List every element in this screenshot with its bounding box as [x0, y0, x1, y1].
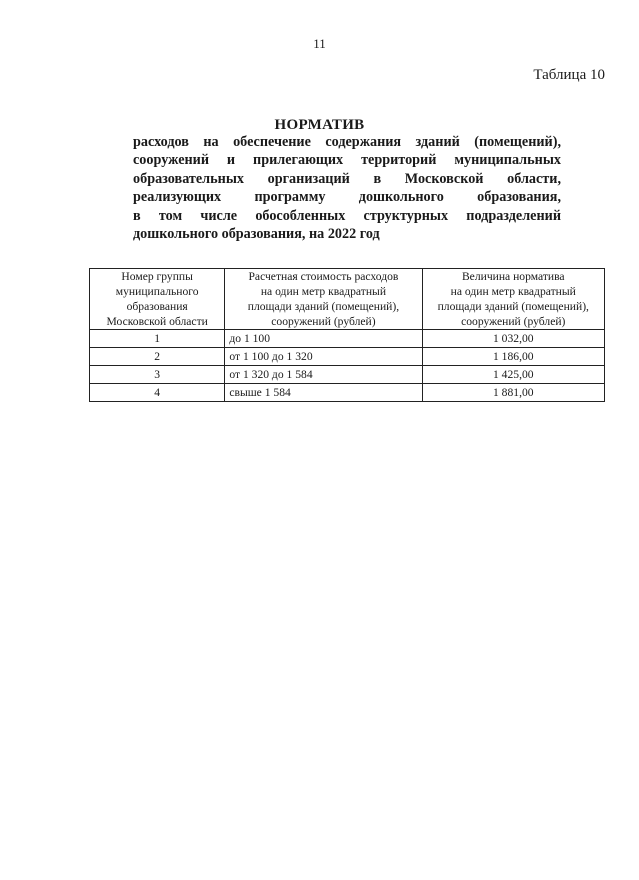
cell-cost: до 1 100: [225, 330, 422, 348]
cell-norm: 1 186,00: [422, 348, 604, 366]
cell-group: 4: [90, 384, 225, 402]
norm-table: [89, 268, 605, 402]
page-number: 11: [313, 36, 326, 51]
subtitle-line: образовательных организаций в Московской области,: [133, 170, 561, 187]
table-row: [90, 348, 605, 366]
subtitle-line: в том числе обособленных структурных подразделений: [133, 207, 561, 224]
cell-norm: 1 032,00: [422, 330, 604, 348]
header-estimated-cost: Расчетная стоимость расходов на один метр квадратный площади зданий (помещений), сооружений (рублей): [225, 269, 422, 330]
subtitle-line: реализующих программу дошкольного образования,: [133, 189, 561, 206]
subtitle-line: расходов на обеспечение содержания зданий (помещений),: [133, 134, 561, 150]
header-group-number: Номер группы муниципального образования Московской области: [90, 269, 225, 330]
table-header-row: [90, 269, 605, 330]
document-heading: НОРМАТИВ: [274, 117, 365, 133]
subtitle-line: дошкольного образования, на 2022 год: [133, 226, 380, 243]
header-norm-value: Величина норматива на один метр квадратный площади зданий (помещений), сооружений (рублей): [422, 269, 604, 330]
table-row: [90, 384, 605, 402]
cell-norm: 1 881,00: [422, 384, 604, 402]
table-row: [90, 330, 605, 348]
cell-cost: от 1 320 до 1 584: [225, 366, 422, 384]
table-row: [90, 366, 605, 384]
table-label: Таблица 10: [533, 67, 605, 83]
cell-group: 3: [90, 366, 225, 384]
document-subtitle: [133, 133, 561, 243]
cell-norm: 1 425,00: [422, 366, 604, 384]
cell-group: 1: [90, 330, 225, 348]
cell-cost: от 1 100 до 1 320: [225, 348, 422, 366]
cell-group: 2: [90, 348, 225, 366]
cell-cost: свыше 1 584: [225, 384, 422, 402]
subtitle-line: сооружений и прилегающих территорий муниципальных: [133, 152, 561, 169]
